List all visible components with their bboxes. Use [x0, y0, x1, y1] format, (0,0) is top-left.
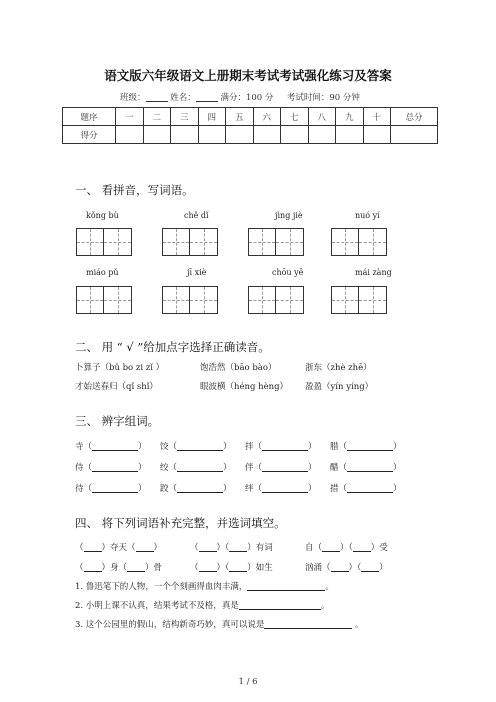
score-header-cell: 题序: [63, 108, 116, 126]
word-char: 醋: [330, 463, 339, 473]
score-cell[interactable]: [143, 126, 171, 144]
question-text: 3. 这个公园里的假山，结构新奇巧妙，真可以说是: [75, 620, 265, 630]
word-item[interactable]: 饺（ ）: [160, 442, 232, 452]
idiom-item[interactable]: 自（ ）（ ）受: [305, 543, 388, 553]
word-blank[interactable]: [347, 483, 393, 493]
idiom-text: ）骨: [145, 563, 163, 573]
writing-grid[interactable]: [331, 228, 387, 256]
word-blank[interactable]: [92, 462, 138, 472]
score-header-cell: 总分: [391, 108, 438, 126]
word-blank[interactable]: [177, 441, 223, 451]
word-char: 拌: [245, 442, 254, 452]
score-cell[interactable]: [363, 126, 391, 144]
name-blank: [196, 92, 218, 102]
grid-cell[interactable]: [162, 228, 190, 256]
answer-blank[interactable]: [264, 619, 352, 629]
score-header-cell: 三: [171, 108, 199, 126]
question-1: 1. 鲁迅笔下的人物，一个个刻画得血肉丰满， 。: [75, 582, 334, 592]
pinyin-label: chōu yē: [272, 268, 304, 277]
word-item[interactable]: 伴（ ）: [245, 463, 317, 473]
idiom-item[interactable]: （ ）夺天（ ）: [75, 543, 163, 553]
word-item[interactable]: 腊（ ）: [330, 442, 402, 452]
word-item[interactable]: 措（ ）: [330, 484, 402, 494]
pinyin-label: jī xiè: [187, 268, 207, 277]
word-blank[interactable]: [347, 441, 393, 451]
word-item[interactable]: 醋（ ）: [330, 463, 402, 473]
word-char: 饺: [160, 442, 169, 452]
reading-item[interactable]: 卜算子（bǔ bo zi zǐ ）: [75, 363, 165, 373]
score-cell[interactable]: [171, 126, 199, 144]
idiom-text: 自（: [305, 543, 323, 553]
score-cell[interactable]: [336, 126, 364, 144]
idiom-item[interactable]: 汹涌（ ）（ ）: [305, 563, 388, 573]
word-char: 伴: [245, 463, 254, 473]
pinyin-label: chě dǐ: [184, 211, 209, 220]
grid-cell[interactable]: [76, 286, 104, 314]
name-label: 姓名：: [170, 93, 196, 103]
score-header-cell: 四: [198, 108, 226, 126]
page-title: 语文版六年级语文上册期末考试考试强化练习及答案: [104, 68, 392, 83]
score-cell[interactable]: [226, 126, 254, 144]
class-label: 班级：: [120, 93, 146, 103]
idiom-blank[interactable]: [84, 542, 102, 552]
score-header-cell: 五: [226, 108, 254, 126]
grid-cell[interactable]: [190, 286, 218, 314]
word-blank[interactable]: [177, 483, 223, 493]
score-table-row: [63, 126, 438, 144]
idiom-text: ）夺天（: [101, 543, 136, 553]
idiom-text: ）受: [370, 543, 388, 553]
score-cell[interactable]: [116, 126, 144, 144]
score-row-label: 得分: [63, 126, 116, 144]
idiom-blank[interactable]: [199, 562, 217, 572]
score-header-cell: 一: [116, 108, 144, 126]
grid-cell[interactable]: [359, 286, 387, 314]
reading-item[interactable]: 眼波横（héng hèng）: [200, 382, 289, 392]
grid-cell[interactable]: [104, 228, 132, 256]
word-blank[interactable]: [92, 441, 138, 451]
question-text: 1. 鲁迅笔下的人物，一个个刻画得血肉丰满，: [75, 582, 248, 592]
score-header-cell: 九: [336, 108, 364, 126]
score-cell[interactable]: [253, 126, 281, 144]
word-item[interactable]: 绊（ ）: [245, 484, 317, 494]
word-item[interactable]: 绞（ ）: [160, 463, 232, 473]
pinyin-label: miáo pǔ: [86, 268, 119, 277]
word-char: 待: [75, 484, 84, 494]
question-text: 2. 小明上课不认真，结果考试不及格，真是: [75, 601, 239, 611]
idiom-item[interactable]: （ ）（ ）如生: [190, 563, 273, 573]
writing-grid[interactable]: [331, 286, 387, 314]
word-char: 侍: [75, 463, 84, 473]
word-char: 腊: [330, 442, 339, 452]
idiom-text: ）身（: [101, 563, 128, 573]
idiom-blank[interactable]: [84, 562, 102, 572]
idiom-text: ）有词: [247, 543, 273, 553]
score-header-cell: 六: [253, 108, 281, 126]
grid-cell[interactable]: [162, 286, 190, 314]
score-header-cell: 八: [308, 108, 336, 126]
question-3: 3. 这个公园里的假山，结构新奇巧妙，真可以说是 。: [75, 620, 364, 630]
word-item[interactable]: 寺（ ）: [75, 442, 147, 452]
writing-grid[interactable]: [248, 286, 304, 314]
grid-cell[interactable]: [104, 286, 132, 314]
score-table-header: [63, 108, 438, 126]
word-char: 寺: [75, 442, 84, 452]
reading-item[interactable]: 浙东（zhè zhē）: [305, 363, 372, 373]
score-cell[interactable]: [198, 126, 226, 144]
idiom-blank[interactable]: [361, 562, 379, 572]
exam-time: 考试时间：90 分钟: [286, 93, 360, 103]
pinyin-label: kǒng bù: [86, 211, 119, 220]
word-item[interactable]: 跤（ ）: [160, 484, 232, 494]
score-cell[interactable]: [391, 126, 438, 144]
idiom-text: 汹涌（: [305, 563, 331, 573]
word-blank[interactable]: [177, 462, 223, 472]
word-blank[interactable]: [262, 462, 308, 472]
reading-item[interactable]: 饱浩然（bāo bào）: [200, 363, 277, 373]
pinyin-label: mái zàng: [355, 268, 392, 277]
page-number: 1 / 6: [238, 677, 258, 687]
section2-heading: 二、 用 “ √ ”给加点字选择正确读音。: [75, 340, 270, 354]
class-blank: [146, 92, 168, 102]
word-char: 绞: [160, 463, 169, 473]
exam-info: [120, 91, 360, 103]
grid-cell[interactable]: [331, 286, 359, 314]
idiom-text: ）如生: [247, 563, 273, 573]
word-char: 绊: [245, 484, 254, 494]
score-header-cell: 七: [281, 108, 309, 126]
idiom-blank[interactable]: [229, 562, 247, 572]
idiom-blank[interactable]: [136, 542, 154, 552]
word-item[interactable]: 待（ ）: [75, 484, 147, 494]
full-score: 满分：100 分: [220, 93, 274, 103]
writing-grid[interactable]: [162, 228, 218, 256]
answer-blank[interactable]: [247, 581, 325, 591]
idiom-item[interactable]: （ ）（ ）有词: [190, 543, 273, 553]
grid-cell[interactable]: [331, 228, 359, 256]
pinyin-label: nuó yí: [355, 211, 380, 220]
section3-heading: 三、 辨字组词。: [75, 414, 160, 428]
word-char: 跤: [160, 484, 169, 494]
idiom-blank[interactable]: [229, 542, 247, 552]
score-header-cell: 十: [363, 108, 391, 126]
word-blank[interactable]: [92, 483, 138, 493]
grid-cell[interactable]: [276, 228, 304, 256]
idiom-blank[interactable]: [127, 562, 145, 572]
writing-grid[interactable]: [76, 228, 132, 256]
idiom-blank[interactable]: [322, 542, 340, 552]
idiom-blank[interactable]: [199, 542, 217, 552]
reading-item[interactable]: 盈盈（yín yíng）: [305, 382, 374, 392]
score-table: [62, 107, 438, 144]
answer-blank[interactable]: [239, 600, 321, 610]
section1-heading: 一、 看拼音，写词语。: [75, 183, 194, 197]
grid-cell[interactable]: [76, 228, 104, 256]
idiom-blank[interactable]: [331, 562, 349, 572]
section4-heading: 四、 将下列词语补充完整，并选词填空。: [75, 516, 286, 530]
idiom-blank[interactable]: [353, 542, 371, 552]
word-char: 措: [330, 484, 339, 494]
grid-cell[interactable]: [248, 286, 276, 314]
writing-grid[interactable]: [248, 228, 304, 256]
question-2: 2. 小明上课不认真，结果考试不及格，真是 。: [75, 601, 330, 611]
word-blank[interactable]: [262, 483, 308, 493]
grid-cell[interactable]: [276, 286, 304, 314]
writing-grid[interactable]: [76, 286, 132, 314]
word-blank[interactable]: [347, 462, 393, 472]
word-blank[interactable]: [262, 441, 308, 451]
reading-item[interactable]: 才始送春归（qǐ shǐ）: [75, 382, 158, 392]
grid-cell[interactable]: [190, 228, 218, 256]
word-item[interactable]: 侍（ ）: [75, 463, 147, 473]
word-item[interactable]: 拌（ ）: [245, 442, 317, 452]
idiom-item[interactable]: （ ）身（ ）骨: [75, 563, 163, 573]
pinyin-label: jìng jiè: [275, 211, 303, 220]
score-header-cell: 二: [143, 108, 171, 126]
writing-grid[interactable]: [162, 286, 218, 314]
grid-cell[interactable]: [359, 228, 387, 256]
score-cell[interactable]: [308, 126, 336, 144]
score-cell[interactable]: [281, 126, 309, 144]
grid-cell[interactable]: [248, 228, 276, 256]
